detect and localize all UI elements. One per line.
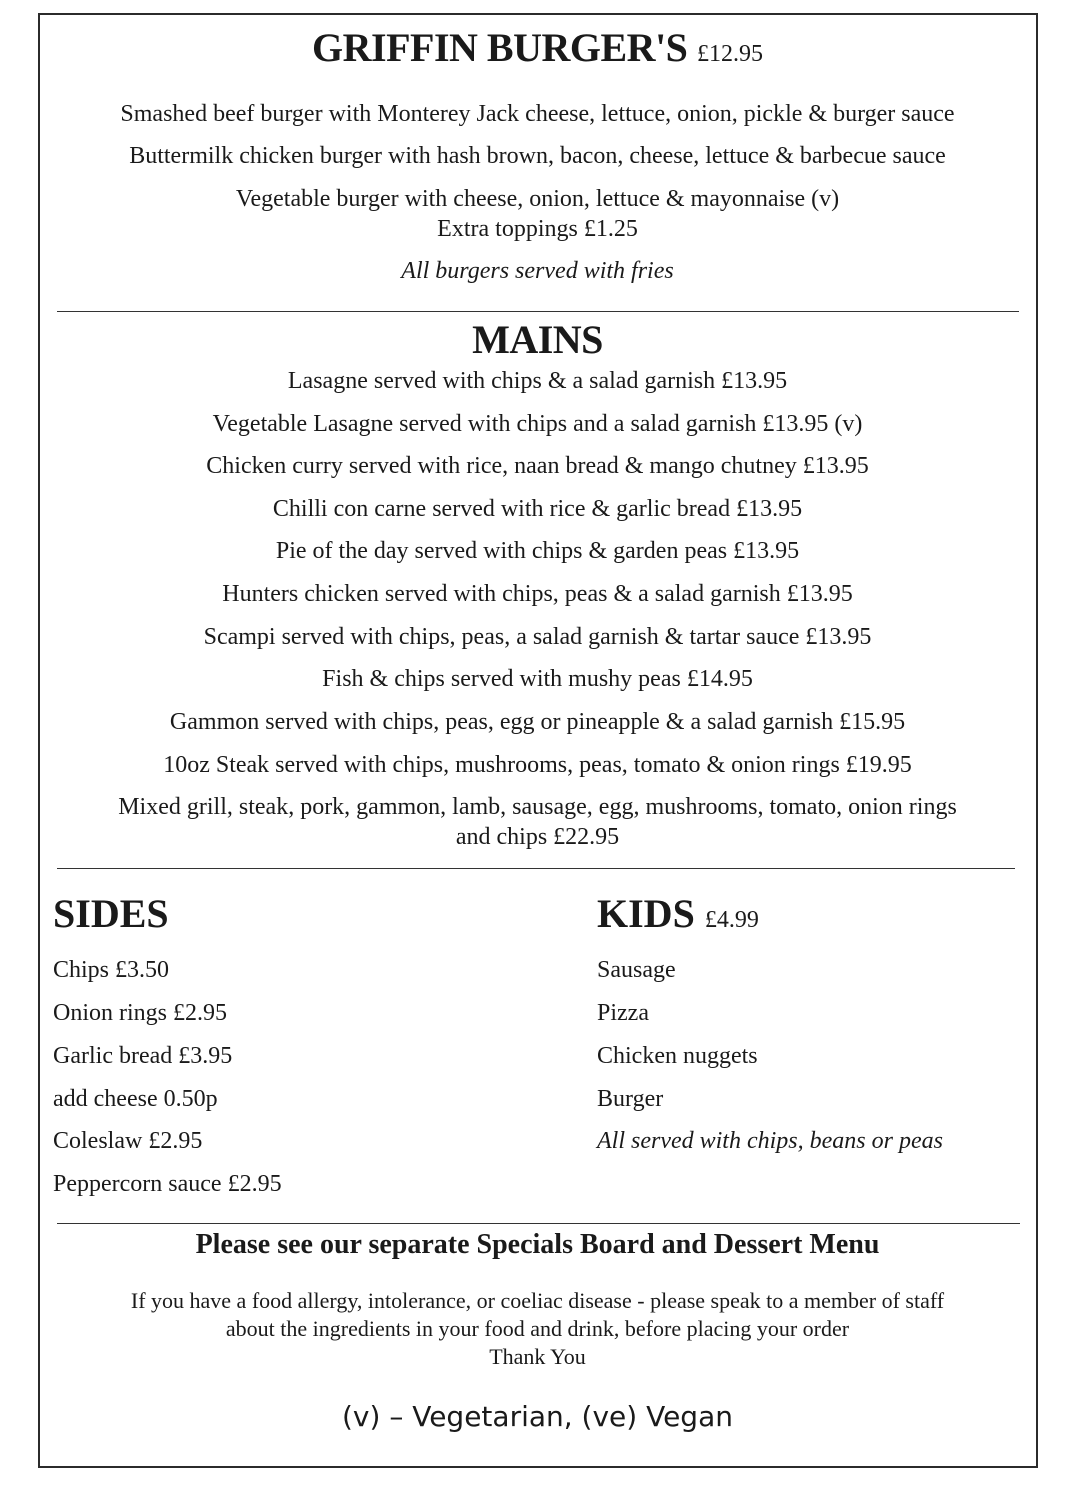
divider [57,311,1019,312]
mains-item: Pie of the day served with chips & garden peas £13.95 [275,538,800,564]
kids-item: Burger [597,1086,664,1112]
burgers-price: £12.95 [696,41,763,67]
mains-item: Scampi served with chips, peas, a salad garnish & tartar sauce £13.95 [203,624,872,650]
kids-title: KIDS [597,891,695,936]
side-item: add cheese 0.50p [53,1086,218,1112]
burger-item: Smashed beef burger with Monterey Jack cheese, lettuce, onion, pickle & burger sauce [120,101,955,127]
specials-notice: Please see our separate Specials Board and Dessert Menu [195,1229,880,1260]
side-item: Garlic bread £3.95 [53,1043,233,1069]
kids-heading [597,890,759,937]
burger-item: Vegetable burger with cheese, onion, lettuce & mayonnaise (v) [235,186,840,212]
mains-item: Gammon served with chips, peas, egg or pineapple & a salad garnish £15.95 [169,709,906,735]
mains-title: MAINS [472,317,603,362]
side-item: Coleslaw £2.95 [53,1128,203,1154]
kids-note: All served with chips, beans or peas [597,1128,943,1154]
sides-title: SIDES [53,891,169,936]
thank-you: Thank You [489,1344,586,1369]
side-item: Peppercorn sauce £2.95 [53,1171,282,1197]
burgers-title: GRIFFIN BURGER'S [312,25,688,70]
mains-item: 10oz Steak served with chips, mushrooms, peas, tomato & onion rings £19.95 [163,752,912,778]
burger-extra-toppings: Extra toppings £1.25 [437,216,638,242]
mains-item: Vegetable Lasagne served with chips and a salad garnish £13.95 (v) [212,411,863,437]
side-item: Onion rings £2.95 [53,1000,227,1026]
burger-item: Buttermilk chicken burger with hash brown, bacon, cheese, lettuce & barbecue sauce [129,143,946,169]
allergy-line2: about the ingredients in your food and drink, before placing your order [225,1316,850,1341]
mains-item: Fish & chips served with mushy peas £14.95 [322,666,753,692]
burgers-heading [0,24,1075,71]
dietary-key: (v) – Vegetarian, (ve) Vegan [342,1400,733,1433]
kids-item: Sausage [597,957,676,983]
divider [57,868,1015,869]
mixed-grill-line1: Mixed grill, steak, pork, gammon, lamb, sausage, egg, mushrooms, tomato, onion rings [118,794,957,820]
side-item: Chips £3.50 [53,957,170,983]
kids-item: Chicken nuggets [597,1043,758,1069]
burger-note: All burgers served with fries [401,258,674,284]
allergy-line1: If you have a food allergy, intolerance, or coeliac disease - please speak to a member of staff [130,1288,945,1313]
mains-item: Hunters chicken served with chips, peas & a salad garnish £13.95 [222,581,853,607]
mains-item: Chicken curry served with rice, naan bread & mango chutney £13.95 [206,453,869,479]
divider [57,1223,1020,1224]
kids-price: £4.99 [704,907,759,933]
mains-item: Lasagne served with chips & a salad garnish £13.95 [287,368,788,394]
mixed-grill-line2: and chips £22.95 [455,824,620,850]
mains-item: Chilli con carne served with rice & garlic bread £13.95 [272,496,803,522]
kids-item: Pizza [597,1000,649,1026]
